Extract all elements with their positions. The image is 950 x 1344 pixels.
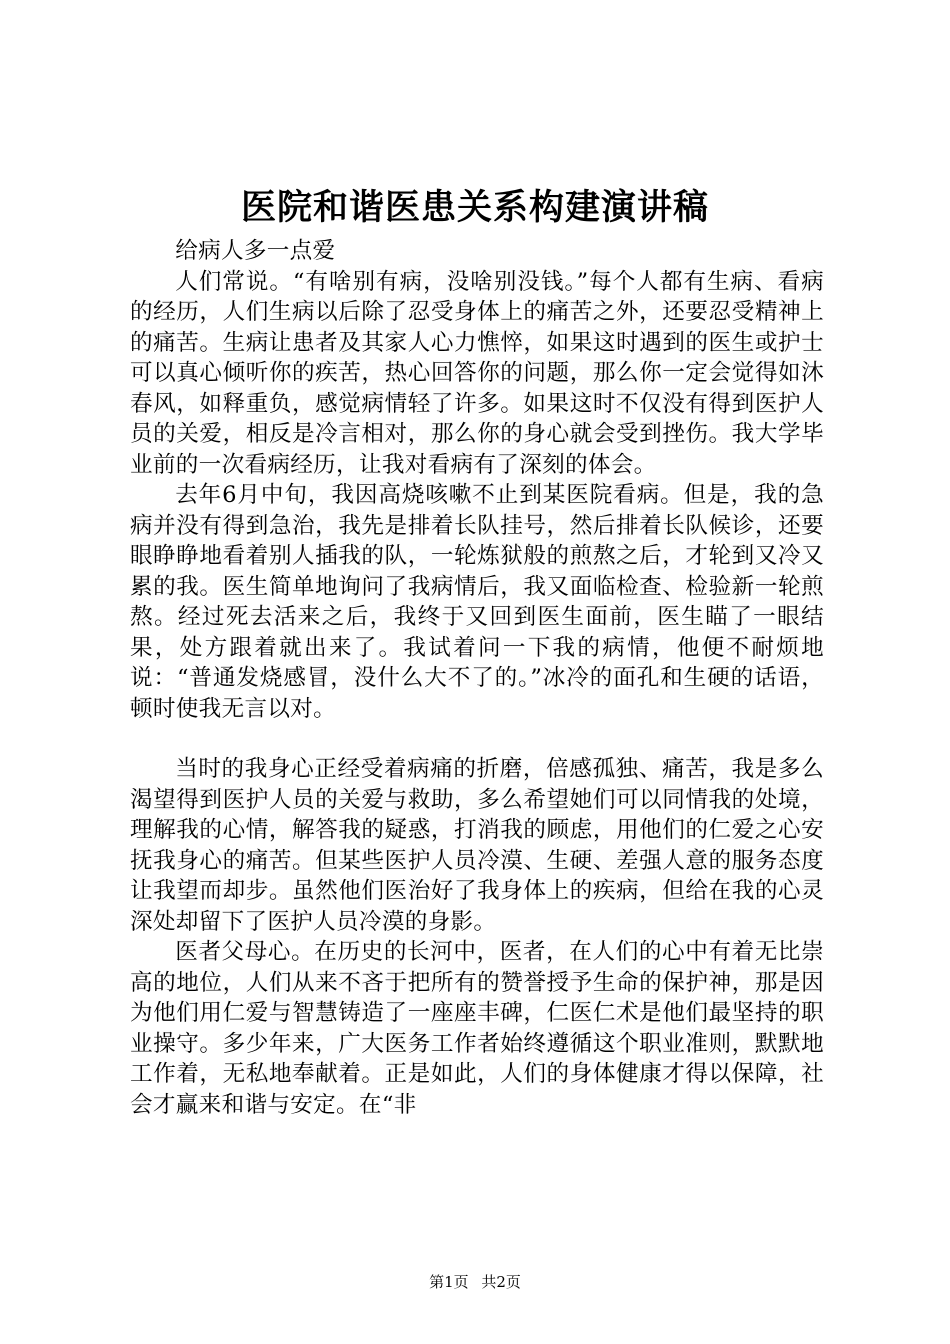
- page-number: 第1页: [429, 1273, 469, 1291]
- paragraph-spacer: [130, 724, 824, 754]
- document-body: [130, 236, 824, 1120]
- document-subtitle: 给病人多一点爱: [175, 238, 336, 264]
- paragraph-1: 人们常说。“有啥别有病，没啥别没钱。”每个人都有生病、看病的经历，人们生病以后除了忍受身体上的痛苦之外，还要忍受精神上的痛苦。生病让患者及其家人心力憔悴，如果这时遇到的医生或护士可以真心倾听你的疾苦，热心回答你的问题，那么你一定会觉得如沐春风，如释重负，感觉病情轻了许多。如果这时不仅没有得到医护人员的关爱，相反是冷言相对，那么你的身心就会受到挫伤。我大学毕业前的一次看病经历，让我对看病有了深刻的体会。: [130, 268, 824, 478]
- page-total: 共2页: [481, 1273, 521, 1291]
- document-title: 医院和谐医患关系构建演讲稿: [240, 187, 709, 228]
- paragraph-2: 去年6月中旬，我因高烧咳嗽不止到某医院看病。但是，我的急病并没有得到急治，我先是排着长队挂号，然后排着长队候诊，还要眼睁睁地看着别人插我的队，一轮炼狱般的煎熬之后，才轮到又冷又累的我。医生简单地询问了我病情后，我又面临检查、检验新一轮煎熬。经过死去活来之后，我终于又回到医生面前，医生瞄了一眼结果，处方跟着就出来了。我试着问一下我的病情，他便不耐烦地说：“普通发烧感冒，没什么大不了的。”冰冷的面孔和生硬的话语，顿时使我无言以对。: [130, 482, 824, 722]
- page-footer: [0, 1272, 950, 1292]
- paragraph-4: 医者父母心。在历史的长河中，医者，在人们的心中有着无比崇高的地位，人们从来不吝于把所有的赞誉授予生命的保护神，那是因为他们用仁爱与智慧铸造了一座座丰碑，仁医仁术是他们最坚持的职业操守。多少年来，广大医务工作者始终遵循这个职业准则，默默地工作着，无私地奉献着。正是如此，人们的身体健康才得以保障，社会才赢来和谐与安定。在“非: [130, 939, 824, 1118]
- paragraph-3: 当时的我身心正经受着病痛的折磨，倍感孤独、痛苦，我是多么渴望得到医护人员的关爱与救助，多么希望她们可以同情我的处境，理解我的心情，解答我的疑惑，打消我的顾虑，用他们的仁爱之心安抚我身心的痛苦。但某些医护人员冷漠、生硬、差强人意的服务态度让我望而却步。虽然他们医治好了我身体上的疾病，但给在我的心灵深处却留下了医护人员冷漠的身影。: [130, 756, 824, 935]
